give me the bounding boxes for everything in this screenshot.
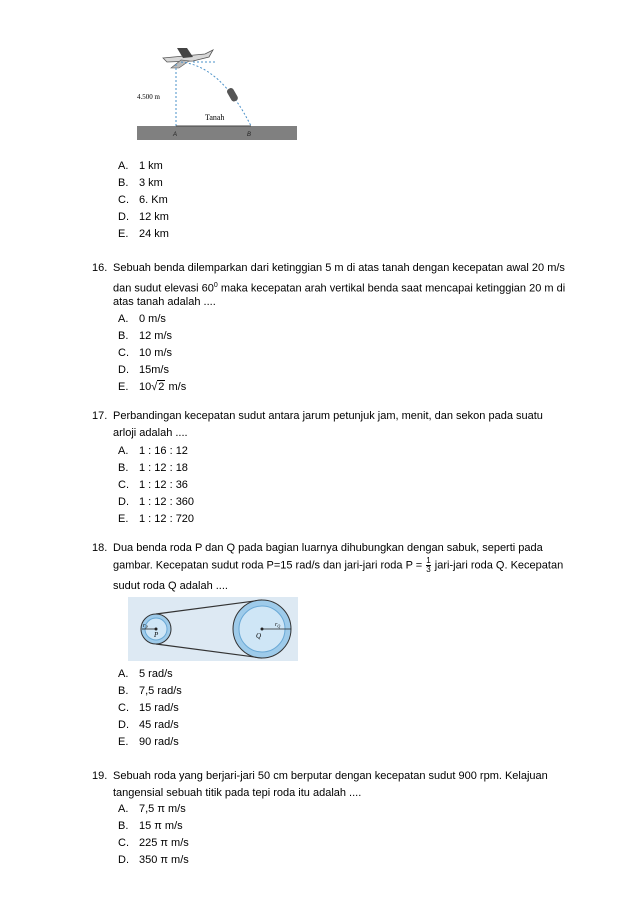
question-text: gambar. Kecepatan sudut roda P=15 rad/s dan jari-jari roda P = $\frac{1}{3}$ jari-jari roda Q. Kecepatan: [113, 556, 564, 574]
radius-p-label: $r_P$: [143, 623, 148, 630]
question-text: Perbandingan kecepatan sudut antara jarum petunjuk jam, menit, dan sekon pada suatu: [113, 410, 543, 422]
wheel-q: [233, 600, 291, 658]
ground-strip: [137, 126, 297, 140]
figure-plane-drop: [133, 44, 301, 144]
question-text: dan sudut elevasi $60^0$ maka kecepatan arah vertikal benda saat mencapai ketinggian 20 m di: [113, 282, 566, 295]
question-number: 17.: [92, 410, 108, 422]
question-number: 18.: [92, 542, 108, 554]
figure-belt-wheels: [128, 597, 298, 661]
point-a-label: A: [173, 132, 178, 138]
radius-q-label: $r_Q$: [275, 622, 281, 629]
question-number: 19.: [92, 770, 108, 782]
height-label: 4.500 m: [137, 93, 160, 101]
question-text: Sebuah benda dilemparkan dari ketinggian 5 m di atas tanah dengan kecepatan awal 20 m/s: [113, 262, 565, 274]
question-text: Sebuah roda yang berjari-jari 50 cm berputar dengan kecepatan sudut 900 rpm. Kelajuan: [113, 770, 548, 782]
ground-label: Tanah: [205, 113, 225, 122]
wheel-q-label: Q: [256, 632, 262, 640]
question-text: tangensial sebuah titik pada tepi roda itu adalah ....: [113, 787, 362, 799]
question-number: 16.: [92, 262, 108, 274]
question-text: arloji adalah ....: [113, 427, 188, 439]
fraction: $\frac{1}{3}$: [426, 556, 431, 574]
question-text: Dua benda roda P dan Q pada bagian luarnya dihubungkan dengan sabuk, seperti pada: [113, 542, 543, 554]
wheel-p-label: P: [154, 631, 159, 639]
point-b-label: B: [247, 132, 252, 138]
question-text: sudut roda Q adalah ....: [113, 580, 228, 592]
question-text: atas tanah adalah ....: [113, 296, 216, 308]
